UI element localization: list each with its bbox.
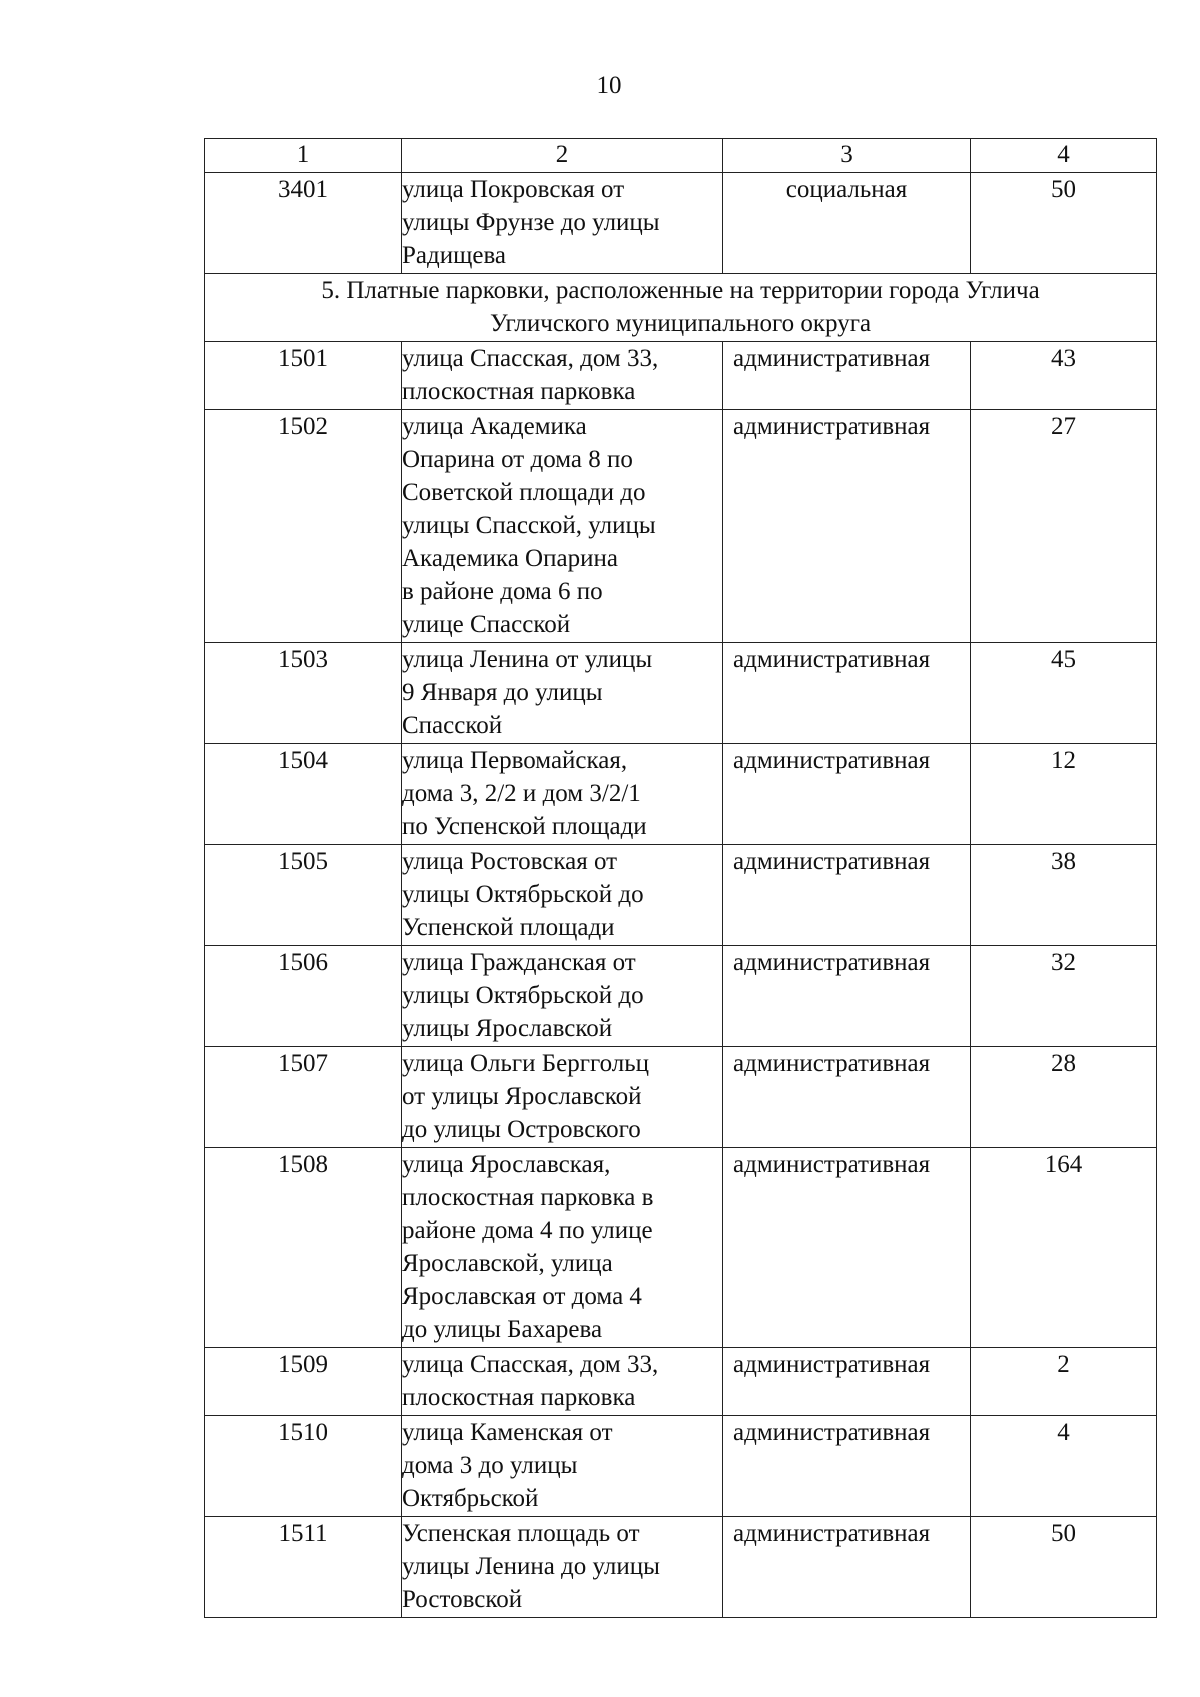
- row-parking-type: административная: [723, 845, 971, 946]
- table-row: [205, 1348, 1157, 1416]
- address-line: Советской площади до: [402, 479, 646, 506]
- address-line: улица Академика: [402, 413, 587, 440]
- row-code: 1508: [205, 1148, 402, 1348]
- table-header-row: [205, 139, 1157, 173]
- address-line: до улицы Островского: [402, 1116, 641, 1143]
- row-parking-type: административная: [723, 946, 971, 1047]
- row-code: 1502: [205, 410, 402, 643]
- table-row: [205, 1517, 1157, 1618]
- address-line: по Успенской площади: [402, 813, 647, 840]
- row-code: 1504: [205, 744, 402, 845]
- row-code: 1511: [205, 1517, 402, 1618]
- address-line: Октябрьской: [402, 1485, 539, 1512]
- row-spaces-count: 50: [971, 1517, 1157, 1618]
- row-spaces-count: 27: [971, 410, 1157, 643]
- row-code: 1505: [205, 845, 402, 946]
- address-line: Ярославской, улица: [402, 1250, 613, 1277]
- address-line: улица Каменская от: [402, 1419, 613, 1446]
- address-line: дома 3 до улицы: [402, 1452, 578, 1479]
- row-address: [402, 173, 723, 274]
- address-line: Академика Опарина: [402, 545, 618, 572]
- table-row: [205, 1148, 1157, 1348]
- row-code: 1506: [205, 946, 402, 1047]
- address-line: улица Ленина от улицы: [402, 646, 653, 673]
- address-line: Ярославская от дома 4: [402, 1283, 642, 1310]
- address-line: улицы Фрунзе до улицы: [402, 209, 660, 236]
- table-row: [205, 1047, 1157, 1148]
- address-line: улицы Ленина до улицы: [402, 1553, 660, 1580]
- section-heading-line: Угличского муниципального округа: [489, 310, 872, 337]
- row-address: [402, 744, 723, 845]
- address-line: улица Спасская, дом 33,: [402, 1351, 659, 1378]
- address-line: районе дома 4 по улице: [402, 1217, 653, 1244]
- address-line: плоскостная парковка: [402, 1384, 636, 1411]
- table-row: [205, 1416, 1157, 1517]
- row-parking-type: административная: [723, 410, 971, 643]
- address-line: Ростовской: [402, 1586, 523, 1613]
- address-line: улица Первомайская,: [402, 747, 628, 774]
- table-row: [205, 643, 1157, 744]
- address-line: в районе дома 6 по: [402, 578, 603, 605]
- address-line: улица Гражданская от: [402, 949, 636, 976]
- row-spaces-count: 12: [971, 744, 1157, 845]
- row-parking-type: административная: [723, 1148, 971, 1348]
- row-address: [402, 1416, 723, 1517]
- section-heading: [205, 274, 1157, 342]
- row-parking-type: административная: [723, 1416, 971, 1517]
- row-address: [402, 643, 723, 744]
- row-parking-type: административная: [723, 1348, 971, 1416]
- address-line: улицы Спасской, улицы: [402, 512, 656, 539]
- table-row: [205, 946, 1157, 1047]
- column-header-4: 4: [971, 139, 1157, 173]
- address-line: Радищева: [402, 242, 507, 269]
- address-line: улицы Октябрьской до: [402, 982, 644, 1009]
- row-spaces-count: 45: [971, 643, 1157, 744]
- address-line: улице Спасской: [402, 611, 571, 638]
- row-code: 1510: [205, 1416, 402, 1517]
- row-parking-type: административная: [723, 1517, 971, 1618]
- row-spaces-count: 4: [971, 1416, 1157, 1517]
- row-code: 1501: [205, 342, 402, 410]
- address-line: Успенская площадь от: [402, 1520, 640, 1547]
- row-code: 3401: [205, 173, 402, 274]
- row-parking-type: административная: [723, 643, 971, 744]
- page-number: 10: [596, 72, 622, 99]
- address-line: улица Спасская, дом 33,: [402, 345, 659, 372]
- row-address: [402, 410, 723, 643]
- parking-table: [204, 138, 1157, 1618]
- row-spaces-count: 164: [971, 1148, 1157, 1348]
- address-line: Успенской площади: [402, 914, 615, 941]
- row-address: [402, 1047, 723, 1148]
- row-spaces-count: 28: [971, 1047, 1157, 1148]
- row-address: [402, 342, 723, 410]
- row-spaces-count: 50: [971, 173, 1157, 274]
- row-address: [402, 1348, 723, 1416]
- table-row: [205, 173, 1157, 274]
- address-line: от улицы Ярославской: [402, 1083, 642, 1110]
- address-line: дома 3, 2/2 и дом 3/2/1: [402, 780, 641, 807]
- column-header-2: 2: [402, 139, 723, 173]
- table-row: [205, 744, 1157, 845]
- row-spaces-count: 43: [971, 342, 1157, 410]
- address-line: улицы Ярославской: [402, 1015, 613, 1042]
- row-address: [402, 946, 723, 1047]
- parking-table-body: [205, 139, 1157, 1618]
- row-code: 1503: [205, 643, 402, 744]
- column-header-1: 1: [205, 139, 402, 173]
- row-spaces-count: 2: [971, 1348, 1157, 1416]
- column-header-3: 3: [723, 139, 971, 173]
- row-parking-type: административная: [723, 744, 971, 845]
- address-line: Опарина от дома 8 по: [402, 446, 633, 473]
- address-line: улицы Октябрьской до: [402, 881, 644, 908]
- address-line: плоскостная парковка в: [402, 1184, 654, 1211]
- address-line: 9 Января до улицы: [402, 679, 603, 706]
- address-line: улица Ярославская,: [402, 1151, 611, 1178]
- row-address: [402, 845, 723, 946]
- address-line: улица Покровская от: [402, 176, 625, 203]
- address-line: улица Ростовская от: [402, 848, 618, 875]
- address-line: плоскостная парковка: [402, 378, 636, 405]
- address-line: улица Ольги Берггольц: [402, 1050, 650, 1077]
- address-line: Спасской: [402, 712, 503, 739]
- row-code: 1507: [205, 1047, 402, 1148]
- row-code: 1509: [205, 1348, 402, 1416]
- row-address: [402, 1148, 723, 1348]
- table-row: [205, 410, 1157, 643]
- table-row: [205, 342, 1157, 410]
- row-parking-type: административная: [723, 1047, 971, 1148]
- row-address: [402, 1517, 723, 1618]
- row-spaces-count: 38: [971, 845, 1157, 946]
- row-parking-type: социальная: [723, 173, 971, 274]
- section-heading-row: [205, 274, 1157, 342]
- section-heading-line: 5. Платные парковки, расположенные на территории города Углича: [321, 277, 1040, 304]
- row-spaces-count: 32: [971, 946, 1157, 1047]
- row-parking-type: административная: [723, 342, 971, 410]
- address-line: до улицы Бахарева: [402, 1316, 603, 1343]
- table-row: [205, 845, 1157, 946]
